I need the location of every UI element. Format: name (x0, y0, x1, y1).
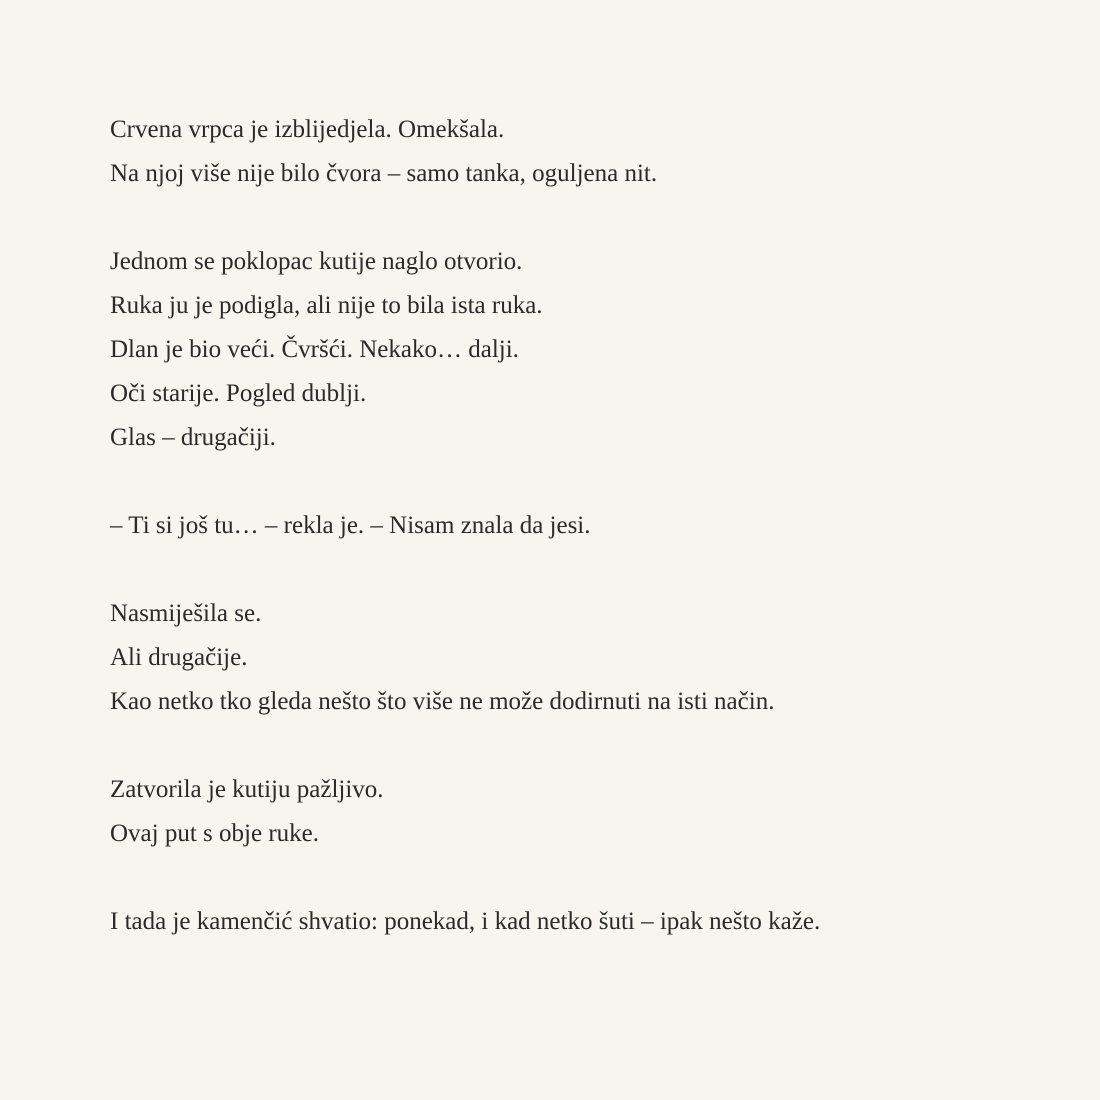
text-line: Nasmiješila se. (110, 600, 262, 627)
text-line: Ovaj put s obje ruke. (110, 820, 319, 847)
text-line: I tada je kamenčić shvatio: ponekad, i kad netko šuti – ipak nešto kaže. (110, 908, 821, 935)
text-line: Ruka ju je podigla, ali nije to bila ista ruka. (110, 292, 543, 319)
text-page (110, 108, 1010, 944)
text-line: Glas – drugačiji. (110, 424, 276, 451)
text-line: – Ti si još tu… – rekla je. – Nisam znala da jesi. (110, 512, 591, 539)
text-line: Ali drugačije. (110, 644, 248, 671)
text-line: Zatvorila je kutiju pažljivo. (110, 776, 384, 803)
stanza (110, 108, 1010, 196)
text-line: Na njoj više nije bilo čvora – samo tanka, oguljena nit. (110, 160, 658, 187)
text-line: Kao netko tko gleda nešto što više ne može dodirnuti na isti način. (110, 688, 775, 715)
stanza (110, 592, 1010, 724)
text-line: Crvena vrpca je izblijedjela. Omekšala. (110, 116, 505, 143)
text-line: Jednom se poklopac kutije naglo otvorio. (110, 248, 523, 275)
stanza (110, 768, 1010, 856)
text-line: Dlan je bio veći. Čvršći. Nekako… dalji. (110, 336, 519, 363)
stanza (110, 240, 1010, 460)
stanza (110, 504, 1010, 548)
text-line: Oči starije. Pogled dublji. (110, 380, 367, 407)
stanza (110, 900, 1010, 944)
